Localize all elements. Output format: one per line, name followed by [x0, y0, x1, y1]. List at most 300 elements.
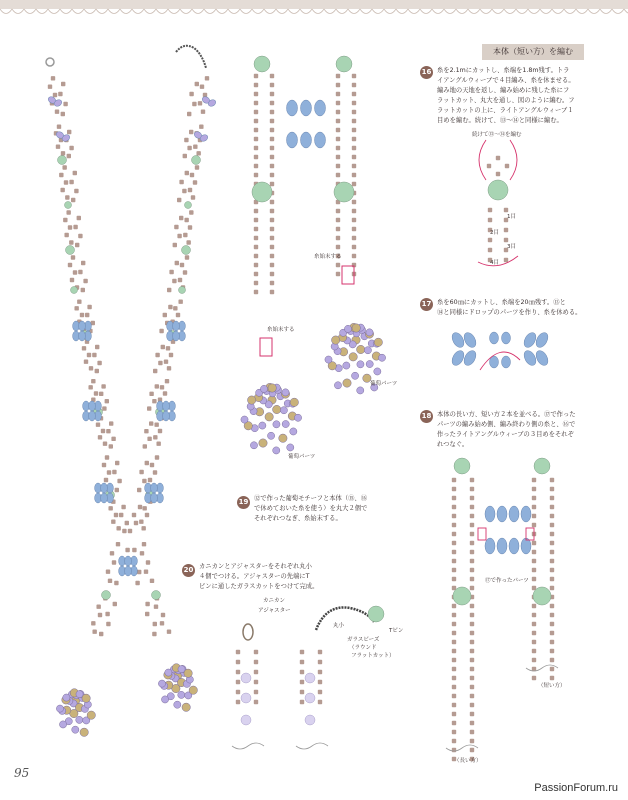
seed-bead — [532, 640, 536, 644]
seed-bead — [270, 209, 274, 213]
grape-bead — [158, 680, 165, 687]
seed-bead — [270, 137, 274, 141]
seed-bead — [180, 263, 184, 267]
seed-bead — [77, 299, 81, 303]
seed-bead — [452, 649, 456, 653]
grape-bead — [87, 711, 95, 719]
seed-bead — [270, 290, 274, 294]
seed-bead — [178, 278, 182, 282]
seed-bead — [550, 577, 554, 581]
grape-bead — [366, 360, 373, 367]
seed-bead — [153, 470, 157, 474]
seed-bead — [550, 586, 554, 590]
seed-bead — [352, 209, 356, 213]
seed-bead — [192, 102, 196, 106]
seed-bead — [254, 146, 258, 150]
seed-bead — [96, 604, 100, 608]
grape-bead — [294, 414, 301, 421]
seed-bead — [336, 173, 340, 177]
seed-bead — [336, 74, 340, 78]
seed-bead — [198, 101, 202, 105]
grape-part-label-2: 葡萄パーツ — [288, 454, 316, 460]
seed-bead — [452, 613, 456, 617]
seed-bead — [352, 182, 356, 186]
drop-bead — [89, 411, 96, 421]
seed-bead — [470, 568, 474, 572]
seed-bead — [63, 102, 67, 106]
seed-bead — [101, 429, 105, 433]
seed-bead — [150, 579, 154, 583]
seed-bead — [189, 210, 193, 214]
step-16-badge: 16 — [420, 66, 433, 79]
grape-bead — [374, 338, 382, 346]
seed-bead — [139, 470, 143, 474]
seed-bead — [254, 101, 258, 105]
seed-bead — [550, 478, 554, 482]
seed-bead — [352, 218, 356, 222]
seed-bead — [452, 559, 456, 563]
seed-bead — [270, 218, 274, 222]
grape-bead — [80, 728, 88, 736]
drop-bead — [502, 332, 511, 344]
seed-bead — [352, 164, 356, 168]
seed-bead — [106, 569, 110, 573]
seed-bead — [48, 84, 52, 88]
seed-bead — [532, 505, 536, 509]
grape-bead — [357, 345, 365, 353]
seed-bead — [532, 604, 536, 608]
seed-bead — [470, 514, 474, 518]
grape-bead — [178, 691, 185, 698]
seed-bead — [153, 369, 157, 373]
seed-bead — [270, 254, 274, 258]
seed-bead — [532, 613, 536, 617]
seed-bead — [452, 640, 456, 644]
step-17-text: 糸を60㎝にカットし、糸端を20㎝残す。⑬と ⑭と同様にドロップのパーツを作り、糸を休める。 — [437, 299, 582, 316]
grape-bead — [273, 447, 280, 454]
seed-bead — [318, 680, 322, 684]
seed-bead — [452, 703, 456, 707]
seed-bead — [59, 173, 63, 177]
seed-bead — [488, 218, 492, 222]
seed-bead — [452, 631, 456, 635]
seed-bead — [352, 245, 356, 249]
seed-bead — [452, 523, 456, 527]
seed-bead — [189, 92, 193, 96]
grape-bead — [343, 379, 351, 387]
drop-bead — [497, 506, 507, 522]
seed-bead — [102, 463, 106, 467]
grape-bead — [351, 372, 358, 379]
glass-bead-label: ガラスビーズ — [347, 637, 380, 643]
seed-bead — [270, 92, 274, 96]
seed-bead — [470, 478, 474, 482]
row-4-label: 4目 — [490, 260, 499, 266]
seed-bead — [532, 559, 536, 563]
seed-bead — [550, 640, 554, 644]
seed-bead — [115, 488, 119, 492]
seed-bead — [163, 313, 167, 317]
green-bead — [66, 246, 75, 255]
seed-bead — [504, 228, 508, 232]
seed-bead — [550, 505, 554, 509]
seed-bead — [452, 487, 456, 491]
seed-bead — [98, 613, 102, 617]
seed-bead — [505, 164, 509, 168]
seed-bead — [452, 730, 456, 734]
seed-bead — [105, 399, 109, 403]
seed-bead — [117, 479, 121, 483]
seed-bead — [205, 76, 209, 80]
seed-bead — [532, 649, 536, 653]
seed-bead — [336, 227, 340, 231]
seed-bead — [254, 74, 258, 78]
seed-bead — [270, 236, 274, 240]
seed-bead — [254, 254, 258, 258]
seed-bead — [177, 234, 181, 238]
step-18-text: 本体の長い方、短い方２本を並べる。⑰で作った パーツの編み始め側、編み終わり側の糸と、⑯で 作ったライトアングルウィーブの３目めをそれぞ れつなぐ。 — [437, 411, 576, 448]
seed-bead — [318, 700, 322, 704]
seed-bead — [270, 155, 274, 159]
seed-bead — [236, 650, 240, 654]
seed-bead — [532, 550, 536, 554]
seed-bead — [254, 245, 258, 249]
seed-bead — [352, 110, 356, 114]
seed-bead — [336, 146, 340, 150]
grape-bead — [366, 329, 373, 336]
drop-bead — [497, 538, 507, 554]
seed-bead — [352, 155, 356, 159]
seed-bead — [191, 195, 195, 199]
step-18-badge: 18 — [420, 410, 433, 423]
seed-bead — [150, 463, 154, 467]
grape-bead — [63, 694, 70, 701]
seed-bead — [187, 112, 191, 116]
grape-bead — [265, 413, 273, 421]
seed-bead — [270, 74, 274, 78]
drop-bead — [151, 483, 158, 493]
seed-bead — [254, 83, 258, 87]
drop-bead — [485, 506, 495, 522]
continue-label: 続けて⑬～⑭を編む — [472, 132, 522, 138]
row-3-label: 3目 — [507, 244, 516, 250]
grape-bead — [189, 686, 197, 694]
seed-bead — [99, 392, 103, 396]
seed-bead — [67, 130, 71, 134]
step-17-badge: 17 — [420, 298, 433, 311]
drop-bead — [101, 483, 108, 493]
grape-bead — [250, 442, 257, 449]
grape-bead — [378, 354, 385, 361]
seed-bead — [532, 514, 536, 518]
drop-bead — [462, 331, 479, 350]
seed-bead — [68, 263, 72, 267]
seed-bead — [504, 238, 508, 242]
seed-bead — [125, 521, 129, 525]
step-20-badge: 20 — [182, 564, 195, 577]
seed-bead — [179, 216, 183, 220]
seed-bead — [488, 238, 492, 242]
drop-bead — [490, 332, 499, 344]
seed-bead — [470, 676, 474, 680]
seed-bead — [532, 478, 536, 482]
seed-bead — [66, 210, 70, 214]
seed-bead — [88, 385, 92, 389]
seed-bead — [270, 146, 274, 150]
seed-bead — [134, 521, 138, 525]
seed-bead — [179, 180, 183, 184]
grape-bead — [374, 368, 381, 375]
seed-bead — [122, 529, 126, 533]
seed-bead — [193, 144, 197, 148]
drop-bead — [521, 506, 531, 522]
section-title: 本体（短い方）を編む — [482, 44, 584, 60]
seed-bead — [110, 551, 114, 555]
seed-bead — [175, 261, 179, 265]
seed-bead — [254, 164, 258, 168]
seed-bead — [470, 523, 474, 527]
green-bead — [454, 458, 470, 474]
seed-bead — [336, 245, 340, 249]
thread-loop — [478, 528, 486, 540]
seed-bead — [318, 650, 322, 654]
drop-bead — [450, 331, 467, 350]
seed-bead — [68, 225, 72, 229]
grape-bead — [325, 356, 332, 363]
seed-bead — [152, 632, 156, 636]
green-bead — [185, 202, 192, 209]
glass-round-label: （ラウンド — [349, 645, 377, 651]
drop-bead — [287, 132, 298, 148]
grape-bead — [334, 382, 341, 389]
seed-bead — [174, 225, 178, 229]
watermark: PassionForum.ru — [534, 782, 618, 794]
pale-bead — [241, 715, 251, 725]
seed-bead — [183, 270, 187, 274]
seed-bead — [114, 513, 118, 517]
seed-bead — [99, 632, 103, 636]
seed-bead — [183, 233, 187, 237]
seed-bead — [270, 227, 274, 231]
seed-bead — [270, 263, 274, 267]
seed-bead — [160, 385, 164, 389]
seed-bead — [148, 478, 152, 482]
t-pin-label: Tピン — [389, 628, 404, 634]
seed-bead — [452, 667, 456, 671]
seed-bead — [470, 496, 474, 500]
grape-bead — [178, 666, 185, 673]
seed-bead — [336, 164, 340, 168]
seed-bead — [254, 92, 258, 96]
seed-bead — [470, 640, 474, 644]
lobster-clasp-label: カニカン — [263, 598, 286, 604]
seed-bead — [352, 92, 356, 96]
seed-bead — [112, 560, 116, 564]
seed-bead — [159, 329, 163, 333]
seed-bead — [153, 435, 157, 439]
seed-bead — [145, 461, 149, 465]
seed-bead — [318, 690, 322, 694]
seed-bead — [336, 137, 340, 141]
seed-bead — [201, 109, 205, 113]
seed-bead — [168, 305, 172, 309]
grape-bead — [273, 421, 280, 428]
seed-bead — [184, 138, 188, 142]
glass-cut-label: フラットカット） — [351, 653, 395, 659]
seed-bead — [352, 146, 356, 150]
seed-bead — [160, 621, 164, 625]
seed-bead — [97, 361, 101, 365]
seed-bead — [69, 180, 73, 184]
seed-bead — [200, 84, 204, 88]
grape-bead — [357, 387, 364, 394]
seed-bead — [550, 667, 554, 671]
seed-bead — [166, 346, 170, 350]
seed-bead — [84, 359, 88, 363]
seed-bead — [188, 188, 192, 192]
seed-bead — [104, 478, 108, 482]
seed-bead — [125, 548, 129, 552]
seed-bead — [452, 496, 456, 500]
seed-bead — [80, 313, 84, 317]
seed-bead — [65, 195, 69, 199]
seed-bead — [116, 542, 120, 546]
seed-bead — [352, 128, 356, 132]
drop-bead — [502, 356, 511, 368]
seed-bead — [470, 703, 474, 707]
seed-bead — [254, 173, 258, 177]
seed-bead — [114, 581, 118, 585]
seed-bead — [470, 658, 474, 662]
seed-bead — [149, 421, 153, 425]
seed-bead — [550, 487, 554, 491]
seed-bead — [254, 272, 258, 276]
seed-bead — [64, 233, 68, 237]
green-bead — [534, 458, 550, 474]
grape-bead — [280, 407, 287, 414]
adjuster-chain — [316, 607, 374, 630]
seed-bead — [254, 290, 258, 294]
seed-bead — [195, 165, 199, 169]
seed-bead — [109, 421, 113, 425]
row-1-label: 1目 — [507, 214, 516, 220]
seed-bead — [270, 182, 274, 186]
page-number: 95 — [14, 766, 30, 780]
seed-bead — [111, 437, 115, 441]
drop-bead — [151, 493, 158, 503]
seed-bead — [144, 429, 148, 433]
seed-bead — [161, 345, 165, 349]
seed-bead — [95, 345, 99, 349]
seed-bead — [532, 541, 536, 545]
grape-bead — [259, 422, 266, 429]
grape-bead — [357, 361, 364, 368]
seed-bead — [550, 676, 554, 680]
seed-bead — [102, 406, 106, 410]
pale-bead — [305, 693, 315, 703]
seed-bead — [470, 667, 474, 671]
seed-bead — [98, 435, 102, 439]
seed-bead — [352, 227, 356, 231]
seed-bead — [156, 441, 160, 445]
seed-bead — [270, 245, 274, 249]
grape-bead — [282, 420, 289, 427]
seed-bead — [147, 406, 151, 410]
seed-bead — [532, 523, 536, 527]
seed-bead — [254, 128, 258, 132]
drop-bead — [509, 538, 519, 554]
grape-bead — [331, 336, 339, 344]
drop-bead — [315, 132, 326, 148]
grape-part-label-1: 葡萄パーツ — [370, 381, 398, 387]
seed-bead — [111, 519, 115, 523]
seed-bead — [167, 629, 171, 633]
seed-bead — [103, 441, 107, 445]
seed-bead — [106, 429, 110, 433]
seed-bead — [550, 658, 554, 662]
grape-bead — [344, 325, 351, 332]
seed-bead — [73, 270, 77, 274]
seed-bead — [176, 313, 180, 317]
seed-bead — [154, 604, 158, 608]
grape-bead — [343, 362, 350, 369]
seed-bead — [184, 218, 188, 222]
seed-bead — [158, 429, 162, 433]
seed-bead — [165, 379, 169, 383]
seed-bead — [144, 569, 148, 573]
seed-bead — [143, 444, 147, 448]
green-bead — [179, 287, 186, 294]
seed-bead — [470, 748, 474, 752]
drop-bead — [125, 556, 132, 566]
seed-bead — [152, 399, 156, 403]
seed-bead — [71, 255, 75, 259]
seed-bead — [109, 444, 113, 448]
seed-bead — [550, 550, 554, 554]
seed-bead — [63, 218, 67, 222]
seed-bead — [470, 712, 474, 716]
drop-bead — [163, 411, 170, 421]
seed-bead — [193, 180, 197, 184]
seed-bead — [532, 631, 536, 635]
seed-bead — [236, 660, 240, 664]
seed-bead — [452, 514, 456, 518]
seed-bead — [470, 505, 474, 509]
seed-bead — [270, 101, 274, 105]
seed-bead — [91, 379, 95, 383]
seed-bead — [87, 305, 91, 309]
seed-bead — [172, 279, 176, 283]
grape-bead — [56, 705, 63, 712]
seed-bead — [167, 288, 171, 292]
seed-bead — [115, 461, 119, 465]
seed-bead — [105, 455, 109, 459]
seed-bead — [300, 660, 304, 664]
grape-bead — [268, 384, 276, 392]
seed-bead — [300, 670, 304, 674]
seed-bead — [470, 730, 474, 734]
grape-bead — [165, 669, 172, 676]
seed-bead — [300, 690, 304, 694]
step-20-text: カニカンとアジャスターをそれぞれ丸小 ４個でつける。アジャスターの先端にT ピンに通したガラスカットをつけて完成。 — [199, 563, 319, 590]
seed-bead — [452, 739, 456, 743]
seed-bead — [550, 649, 554, 653]
seed-bead — [190, 173, 194, 177]
seed-bead — [71, 198, 75, 202]
seed-bead — [470, 577, 474, 581]
seed-bead — [91, 621, 95, 625]
seed-bead — [352, 173, 356, 177]
